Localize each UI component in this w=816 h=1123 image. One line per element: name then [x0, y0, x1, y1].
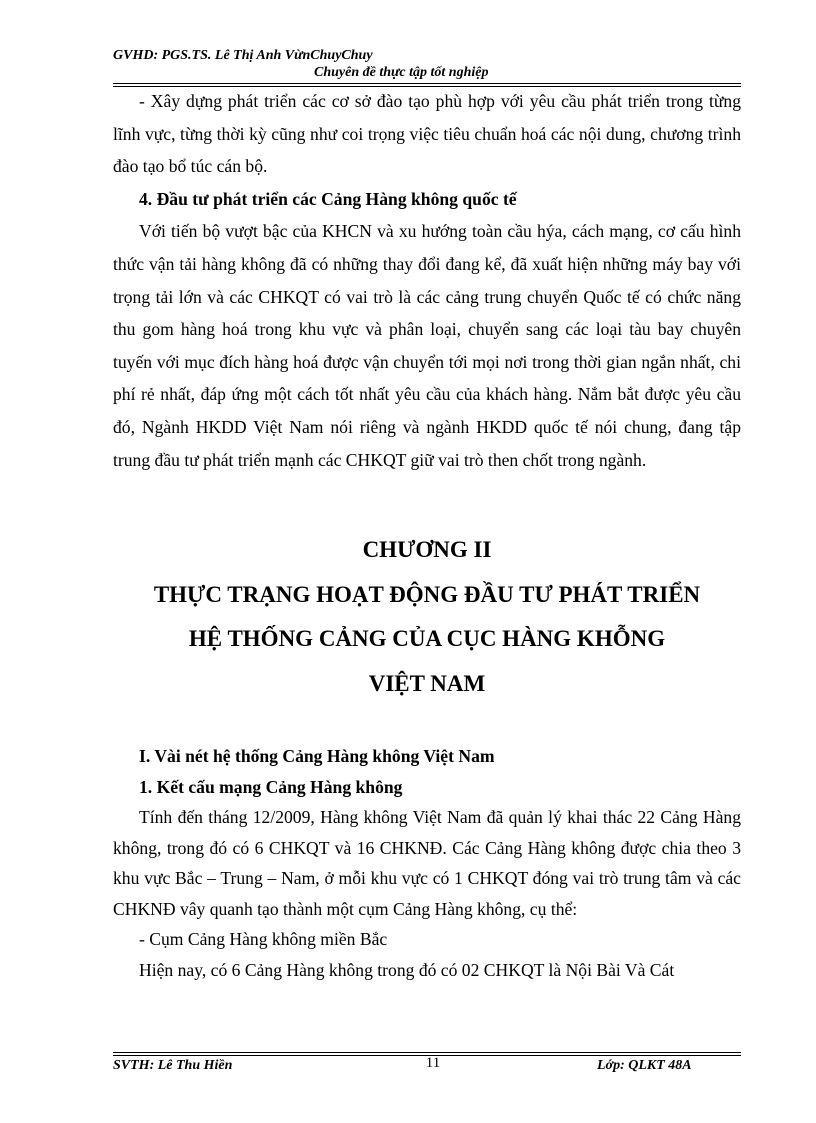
section-paragraph-2: Hiện nay, có 6 Cảng Hàng không trong đó có 02 CHKQT là Nội Bài Và Cát — [139, 959, 675, 980]
paragraph-body: Với tiến bộ vượt bậc của KHCN và xu hướng toàn cầu hýa, cách mạng, cơ cấu hình thức vận tải hàng không đã có những thay đổi đang kể, đã xuất hiện những máy bay với trọng tải lớn và các CHKQT có vai trò là các cảng trung chuyển Quốc tế có chức năng thu gom hàng hoá trong khu vực và phân loại, chuyển sang các loại tàu bay chuyên tuyến với mục đích hàng hoá được vận chuyển tới mọi nơi trong thời gian ngắn nhất, chi phí rẻ nhất, đáp ứng một cách tốt nhất yêu cầu của khách hàng. Nắm bắt được yêu cầu đó, Ngành HKDD Việt Nam nói riêng và ngành HKDD quốc tế nói chung, đang tập trung đầu tư phát triển mạnh các CHKQT giữ vai trò then chốt trong ngành. — [113, 221, 741, 470]
footer-student: SVTH: Lê Thu Hiền — [113, 1058, 233, 1073]
section-list-item: - Cụm Cảng Hàng không miền Bắc — [139, 929, 388, 949]
section-heading: I. Vài nét hệ thống Cảng Hàng không Việt Nam — [139, 746, 495, 766]
chapter-title-line2: HỆ THỐNG CẢNG CỦA CỤC HÀNG KHỖNG — [188, 626, 666, 651]
footer-rule — [113, 1052, 741, 1053]
top-section — [113, 85, 741, 476]
subsection-heading: 4. Đầu tư phát triển các Cảng Hàng không quốc tế — [139, 188, 517, 209]
page-number: 11 — [425, 1055, 441, 1071]
section-subheading: 1. Kết cấu mạng Cảng Hàng không — [139, 776, 403, 797]
header-title: Chuyên đề thực tập tốt nghiệp — [314, 65, 489, 80]
chapter-number: CHƯƠNG II — [362, 537, 492, 562]
footer-class: Lớp: QLKT 48A — [597, 1058, 692, 1073]
chapter-title — [113, 528, 741, 706]
section-paragraph: Tính đến tháng 12/2009, Hàng không Việt Nam đã quản lý khai thác 22 Cảng Hàng không, trong đó có 6 CHKQT và 16 CHKNĐ. Các Cảng Hàng không được chia theo 3 khu vực Bắc – Trung – Nam, ở mỗi khu vực có 1 CHKQT đóng vai trò trung tâm và các CHKNĐ vây quanh tạo thành một cụm Cảng Hàng không, cụ thể: — [113, 807, 741, 919]
paragraph-bullet: - Xây dựng phát triển các cơ sở đào tạo phù hợp với yêu cầu phát triển trong từng lĩnh vực, từng thời kỳ cũng như coi trọng việc tiêu chuẩn hoá các nội dung, chương trình đào tạo bổ túc cán bộ. — [113, 91, 741, 177]
header-rule — [113, 83, 741, 84]
header-advisor: GVHD: PGS.TS. Lê Thị Anh VừnChuyChuy — [113, 48, 373, 63]
chapter-title-line1: THỰC TRẠNG HOẠT ĐỘNG ĐẦU TƯ PHÁT TRIỂN — [153, 581, 701, 607]
chapter-title-line3: VIỆT NAM — [368, 670, 486, 696]
section-body — [113, 741, 741, 985]
